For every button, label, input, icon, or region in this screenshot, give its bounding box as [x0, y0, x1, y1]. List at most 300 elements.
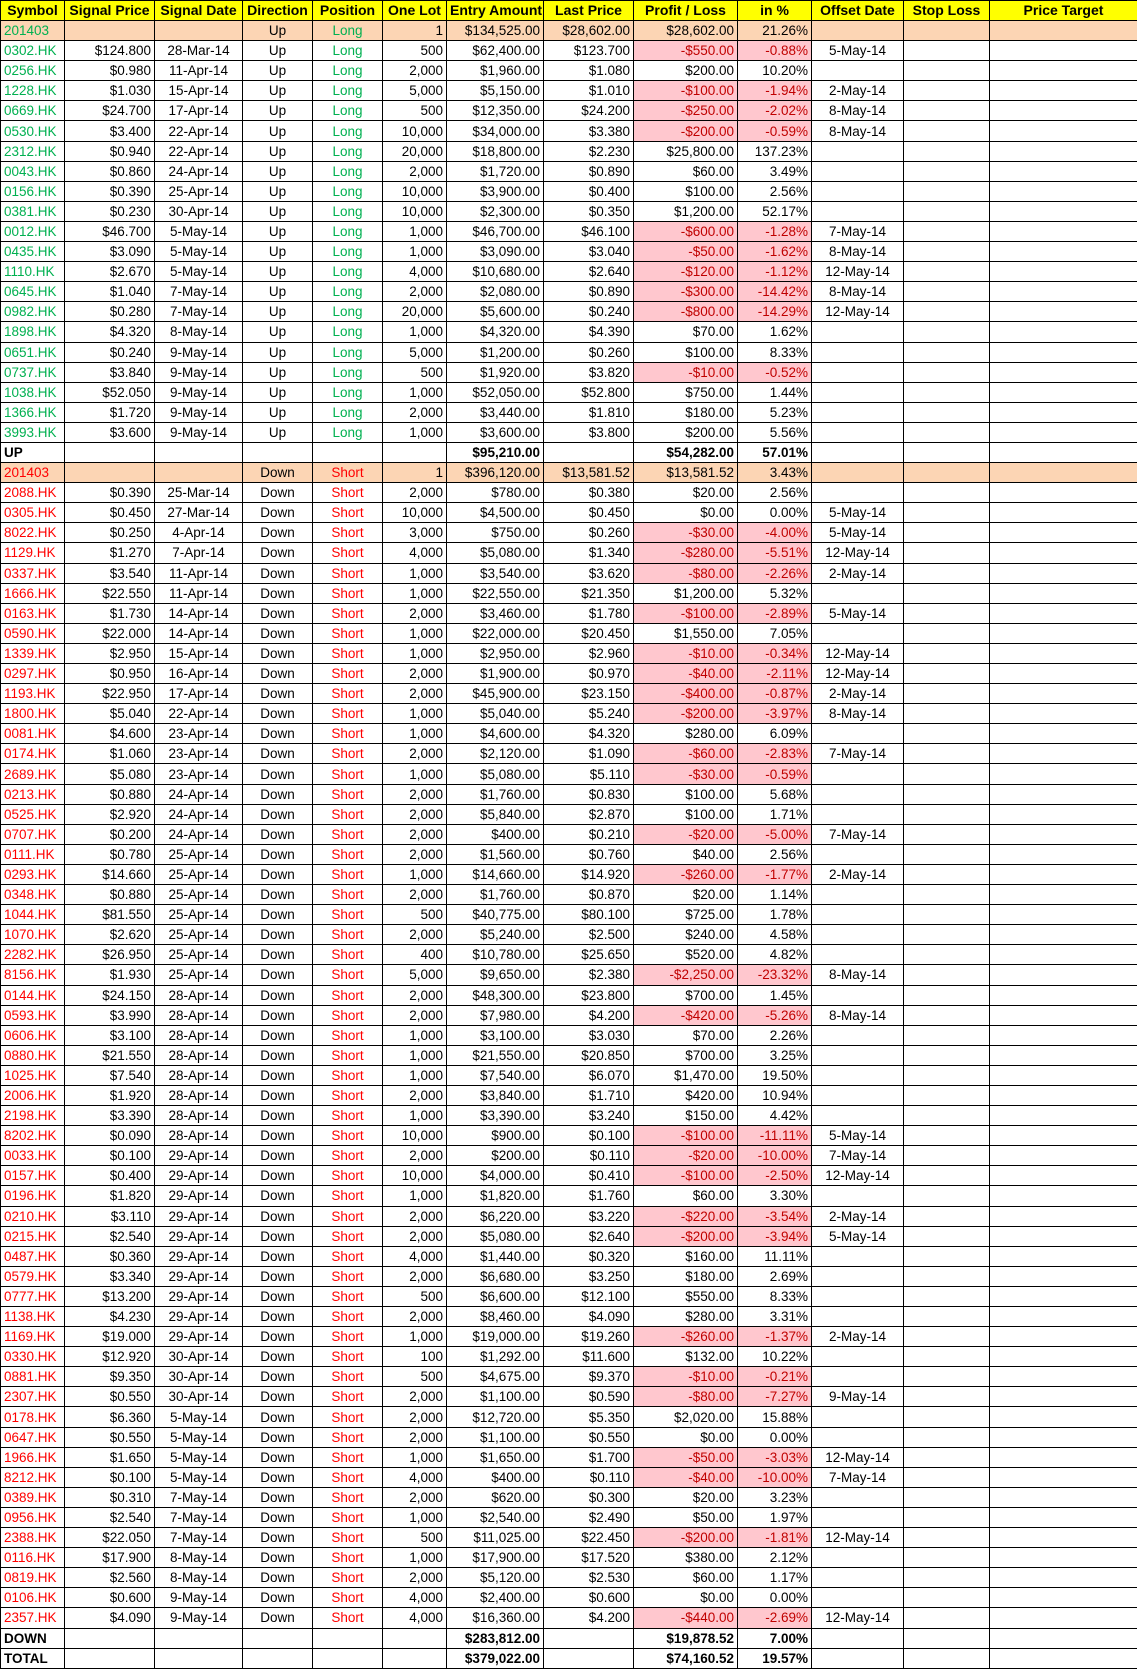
cell-signal-price[interactable]: $1.650 [65, 1447, 155, 1467]
cell-signal-date[interactable]: 25-Apr-14 [155, 965, 243, 985]
cell-signal-price[interactable]: $0.860 [65, 161, 155, 181]
cell-position[interactable]: Long [313, 201, 383, 221]
cell-one-lot[interactable]: 2,000 [383, 1407, 447, 1427]
cell-in-pct[interactable]: -5.00% [738, 824, 812, 844]
cell-direction[interactable]: Up [243, 161, 313, 181]
cell-signal-price[interactable]: $22.550 [65, 583, 155, 603]
cell-signal-price[interactable]: $2.950 [65, 643, 155, 663]
cell-signal-price[interactable]: $0.240 [65, 342, 155, 362]
cell-direction[interactable]: Down [243, 1548, 313, 1568]
cell-stop-loss[interactable] [904, 1347, 990, 1367]
cell-profit-loss[interactable]: $420.00 [634, 1085, 738, 1105]
cell-symbol[interactable]: 2006.HK [1, 1085, 65, 1105]
cell-offset-date[interactable]: 7-May-14 [812, 744, 904, 764]
cell-position[interactable]: Long [313, 262, 383, 282]
cell-symbol[interactable]: 0163.HK [1, 603, 65, 623]
cell-stop-loss[interactable] [904, 864, 990, 884]
cell-last-price[interactable]: $2.490 [544, 1507, 634, 1527]
cell-price-target[interactable] [990, 543, 1137, 563]
cell-in-pct[interactable]: -4.00% [738, 523, 812, 543]
cell-last-price[interactable]: $0.320 [544, 1246, 634, 1266]
cell-last-price[interactable]: $2.870 [544, 804, 634, 824]
cell-stop-loss[interactable] [904, 623, 990, 643]
cell-stop-loss[interactable] [904, 1226, 990, 1246]
cell-direction[interactable]: Down [243, 724, 313, 744]
summary-signal-date[interactable] [155, 21, 243, 41]
cell-signal-date[interactable]: 9-May-14 [155, 402, 243, 422]
cell-offset-date[interactable] [812, 201, 904, 221]
cell-position[interactable]: Short [313, 1407, 383, 1427]
table-row[interactable] [1, 101, 1137, 121]
cell-last-price[interactable]: $6.070 [544, 1065, 634, 1085]
cell-offset-date[interactable] [812, 1487, 904, 1507]
cell-one-lot[interactable]: 2,000 [383, 1568, 447, 1588]
cell-stop-loss[interactable] [904, 1487, 990, 1507]
cell-signal-date[interactable]: 25-Apr-14 [155, 925, 243, 945]
cell-symbol[interactable]: 2312.HK [1, 141, 65, 161]
cell-signal-date[interactable]: 22-Apr-14 [155, 121, 243, 141]
cell-signal-date[interactable]: 28-Mar-14 [155, 41, 243, 61]
cell-position[interactable]: Short [313, 1106, 383, 1126]
grand-total-profit-loss[interactable]: $74,160.52 [634, 1648, 738, 1668]
table-row[interactable] [1, 422, 1137, 442]
cell-in-pct[interactable]: 1.44% [738, 382, 812, 402]
cell-position[interactable]: Long [313, 402, 383, 422]
cell-stop-loss[interactable] [904, 1206, 990, 1226]
cell-symbol[interactable]: 0982.HK [1, 302, 65, 322]
cell-signal-price[interactable]: $0.450 [65, 503, 155, 523]
cell-entry-amount[interactable]: $4,500.00 [447, 503, 544, 523]
cell-direction[interactable]: Down [243, 844, 313, 864]
cell-in-pct[interactable]: 1.62% [738, 322, 812, 342]
table-row[interactable] [1, 563, 1137, 583]
cell-last-price[interactable]: $0.240 [544, 302, 634, 322]
cell-price-target[interactable] [990, 1146, 1137, 1166]
cell-signal-date[interactable]: 11-Apr-14 [155, 61, 243, 81]
cell-offset-date[interactable]: 8-May-14 [812, 282, 904, 302]
cell-direction[interactable]: Up [243, 201, 313, 221]
cell-one-lot[interactable]: 4,000 [383, 1588, 447, 1608]
cell-offset-date[interactable]: 12-May-14 [812, 1447, 904, 1467]
cell-entry-amount[interactable]: $12,720.00 [447, 1407, 544, 1427]
cell-last-price[interactable]: $4.390 [544, 322, 634, 342]
cell-price-target[interactable] [990, 221, 1137, 241]
cell-entry-amount[interactable]: $4,600.00 [447, 724, 544, 744]
cell-offset-date[interactable] [812, 1045, 904, 1065]
cell-last-price[interactable]: $9.370 [544, 1367, 634, 1387]
cell-symbol[interactable]: 0389.HK [1, 1487, 65, 1507]
cell-signal-date[interactable]: 25-Apr-14 [155, 885, 243, 905]
cell-profit-loss[interactable]: $160.00 [634, 1246, 738, 1266]
cell-stop-loss[interactable] [904, 221, 990, 241]
cell-in-pct[interactable]: -1.62% [738, 242, 812, 262]
cell-profit-loss[interactable]: $520.00 [634, 945, 738, 965]
cell-last-price[interactable]: $1.760 [544, 1186, 634, 1206]
cell-profit-loss[interactable]: -$50.00 [634, 1447, 738, 1467]
summary-stop-loss[interactable] [904, 463, 990, 483]
table-row[interactable] [1, 1608, 1137, 1628]
cell-price-target[interactable] [990, 563, 1137, 583]
cell-entry-amount[interactable]: $5,040.00 [447, 704, 544, 724]
cell-in-pct[interactable]: -11.11% [738, 1126, 812, 1146]
cell-entry-amount[interactable]: $40,775.00 [447, 905, 544, 925]
summary-direction[interactable]: Down [243, 463, 313, 483]
cell-price-target[interactable] [990, 1266, 1137, 1286]
cell-one-lot[interactable]: 1,000 [383, 583, 447, 603]
cell-in-pct[interactable]: 2.56% [738, 483, 812, 503]
cell-position[interactable]: Short [313, 1226, 383, 1246]
cell-symbol[interactable]: 1666.HK [1, 583, 65, 603]
cell-entry-amount[interactable]: $18,800.00 [447, 141, 544, 161]
cell-last-price[interactable]: $3.250 [544, 1266, 634, 1286]
cell-profit-loss[interactable]: -$250.00 [634, 101, 738, 121]
cell-position[interactable]: Short [313, 1568, 383, 1588]
cell-in-pct[interactable]: 1.14% [738, 885, 812, 905]
summary-entry-amount[interactable]: $134,525.00 [447, 21, 544, 41]
cell-price-target[interactable] [990, 81, 1137, 101]
cell-in-pct[interactable]: 3.23% [738, 1487, 812, 1507]
cell-profit-loss[interactable]: -$550.00 [634, 41, 738, 61]
cell-stop-loss[interactable] [904, 684, 990, 704]
cell-in-pct[interactable]: 7.05% [738, 623, 812, 643]
cell-symbol[interactable]: 0178.HK [1, 1407, 65, 1427]
cell-entry-amount[interactable]: $620.00 [447, 1487, 544, 1507]
cell-signal-date[interactable]: 29-Apr-14 [155, 1206, 243, 1226]
cell-price-target[interactable] [990, 764, 1137, 784]
cell-one-lot[interactable]: 2,000 [383, 483, 447, 503]
total-stop-loss[interactable] [904, 1628, 990, 1648]
cell-direction[interactable]: Up [243, 382, 313, 402]
cell-signal-price[interactable]: $3.540 [65, 563, 155, 583]
cell-stop-loss[interactable] [904, 262, 990, 282]
cell-offset-date[interactable] [812, 885, 904, 905]
cell-signal-price[interactable]: $1.060 [65, 744, 155, 764]
cell-direction[interactable]: Down [243, 744, 313, 764]
total-offset-date[interactable] [812, 1628, 904, 1648]
table-row[interactable] [1, 824, 1137, 844]
cell-one-lot[interactable]: 2,000 [383, 985, 447, 1005]
cell-stop-loss[interactable] [904, 1166, 990, 1186]
table-row[interactable] [1, 1507, 1137, 1527]
cell-one-lot[interactable]: 5,000 [383, 965, 447, 985]
summary-in-pct[interactable]: 3.43% [738, 463, 812, 483]
cell-direction[interactable]: Down [243, 483, 313, 503]
cell-one-lot[interactable]: 4,000 [383, 1467, 447, 1487]
table-row[interactable] [1, 121, 1137, 141]
cell-position[interactable]: Long [313, 362, 383, 382]
cell-signal-price[interactable]: $21.550 [65, 1045, 155, 1065]
cell-in-pct[interactable]: 0.00% [738, 1427, 812, 1447]
table-row[interactable] [1, 1166, 1137, 1186]
cell-stop-loss[interactable] [904, 824, 990, 844]
cell-in-pct[interactable]: -2.26% [738, 563, 812, 583]
cell-stop-loss[interactable] [904, 1126, 990, 1146]
cell-direction[interactable]: Down [243, 1347, 313, 1367]
cell-one-lot[interactable]: 2,000 [383, 61, 447, 81]
cell-one-lot[interactable]: 500 [383, 362, 447, 382]
cell-profit-loss[interactable]: $750.00 [634, 382, 738, 402]
cell-signal-date[interactable]: 11-Apr-14 [155, 563, 243, 583]
cell-profit-loss[interactable]: $100.00 [634, 342, 738, 362]
cell-in-pct[interactable]: 2.69% [738, 1266, 812, 1286]
table-row[interactable] [1, 784, 1137, 804]
cell-position[interactable]: Short [313, 1447, 383, 1467]
cell-signal-date[interactable]: 25-Mar-14 [155, 483, 243, 503]
cell-offset-date[interactable]: 12-May-14 [812, 1528, 904, 1548]
cell-profit-loss[interactable]: $200.00 [634, 61, 738, 81]
cell-profit-loss[interactable]: $240.00 [634, 925, 738, 945]
grand-total-offset-date[interactable] [812, 1648, 904, 1668]
cell-direction[interactable]: Down [243, 804, 313, 824]
cell-price-target[interactable] [990, 1226, 1137, 1246]
table-row[interactable] [1, 1467, 1137, 1487]
cell-profit-loss[interactable]: -$100.00 [634, 1166, 738, 1186]
cell-stop-loss[interactable] [904, 41, 990, 61]
summary-last-price[interactable]: $28,602.00 [544, 21, 634, 41]
cell-in-pct[interactable]: 3.25% [738, 1045, 812, 1065]
cell-last-price[interactable]: $0.600 [544, 1588, 634, 1608]
cell-signal-date[interactable]: 23-Apr-14 [155, 744, 243, 764]
cell-in-pct[interactable]: 6.09% [738, 724, 812, 744]
cell-entry-amount[interactable]: $22,550.00 [447, 583, 544, 603]
cell-symbol[interactable]: 0081.HK [1, 724, 65, 744]
total-profit-loss[interactable]: $54,282.00 [634, 442, 738, 462]
total-one-lot[interactable] [383, 1628, 447, 1648]
table-row[interactable] [1, 1528, 1137, 1548]
cell-symbol[interactable]: 2388.HK [1, 1528, 65, 1548]
cell-signal-price[interactable]: $124.800 [65, 41, 155, 61]
cell-position[interactable]: Short [313, 1186, 383, 1206]
cell-offset-date[interactable] [812, 1025, 904, 1045]
cell-signal-price[interactable]: $24.700 [65, 101, 155, 121]
cell-price-target[interactable] [990, 1407, 1137, 1427]
cell-symbol[interactable]: 1966.HK [1, 1447, 65, 1467]
cell-stop-loss[interactable] [904, 1186, 990, 1206]
cell-signal-price[interactable]: $0.100 [65, 1467, 155, 1487]
table-row[interactable] [1, 402, 1137, 422]
cell-in-pct[interactable]: -1.94% [738, 81, 812, 101]
cell-signal-date[interactable]: 25-Apr-14 [155, 844, 243, 864]
cell-position[interactable]: Short [313, 1085, 383, 1105]
cell-position[interactable]: Short [313, 583, 383, 603]
cell-direction[interactable]: Down [243, 1507, 313, 1527]
cell-entry-amount[interactable]: $9,650.00 [447, 965, 544, 985]
cell-price-target[interactable] [990, 262, 1137, 282]
cell-last-price[interactable]: $0.350 [544, 201, 634, 221]
cell-price-target[interactable] [990, 844, 1137, 864]
cell-signal-price[interactable]: $0.400 [65, 1166, 155, 1186]
cell-one-lot[interactable]: 1,000 [383, 1065, 447, 1085]
header-signal-price[interactable]: Signal Price [65, 1, 155, 21]
summary-position[interactable]: Long [313, 21, 383, 41]
cell-offset-date[interactable] [812, 181, 904, 201]
summary-one-lot[interactable]: 1 [383, 463, 447, 483]
summary-profit-loss[interactable]: $13,581.52 [634, 463, 738, 483]
cell-direction[interactable]: Down [243, 1186, 313, 1206]
cell-direction[interactable]: Down [243, 523, 313, 543]
summary-stop-loss[interactable] [904, 21, 990, 41]
cell-direction[interactable]: Down [243, 764, 313, 784]
cell-position[interactable]: Short [313, 1166, 383, 1186]
header-offset-date[interactable]: Offset Date [812, 1, 904, 21]
cell-price-target[interactable] [990, 1528, 1137, 1548]
cell-signal-price[interactable]: $0.100 [65, 1146, 155, 1166]
table-row[interactable] [1, 141, 1137, 161]
cell-entry-amount[interactable]: $5,080.00 [447, 543, 544, 563]
cell-offset-date[interactable]: 8-May-14 [812, 965, 904, 985]
cell-last-price[interactable]: $1.810 [544, 402, 634, 422]
cell-direction[interactable]: Down [243, 1427, 313, 1447]
cell-position[interactable]: Long [313, 121, 383, 141]
cell-profit-loss[interactable]: $1,200.00 [634, 201, 738, 221]
cell-direction[interactable]: Up [243, 181, 313, 201]
cell-profit-loss[interactable]: $280.00 [634, 1307, 738, 1327]
cell-one-lot[interactable]: 1,000 [383, 1106, 447, 1126]
cell-symbol[interactable]: 1044.HK [1, 905, 65, 925]
cell-stop-loss[interactable] [904, 382, 990, 402]
cell-price-target[interactable] [990, 684, 1137, 704]
cell-price-target[interactable] [990, 1507, 1137, 1527]
cell-offset-date[interactable] [812, 382, 904, 402]
cell-position[interactable]: Short [313, 1608, 383, 1628]
cell-entry-amount[interactable]: $1,292.00 [447, 1347, 544, 1367]
cell-stop-loss[interactable] [904, 784, 990, 804]
cell-symbol[interactable]: 1169.HK [1, 1327, 65, 1347]
cell-symbol[interactable]: 1038.HK [1, 382, 65, 402]
cell-signal-date[interactable]: 7-May-14 [155, 1487, 243, 1507]
cell-symbol[interactable]: 8156.HK [1, 965, 65, 985]
cell-direction[interactable]: Down [243, 864, 313, 884]
cell-price-target[interactable] [990, 1025, 1137, 1045]
cell-symbol[interactable]: 0525.HK [1, 804, 65, 824]
cell-entry-amount[interactable]: $400.00 [447, 1467, 544, 1487]
cell-position[interactable]: Short [313, 1146, 383, 1166]
cell-position[interactable]: Short [313, 804, 383, 824]
cell-last-price[interactable]: $0.830 [544, 784, 634, 804]
cell-symbol[interactable]: 1193.HK [1, 684, 65, 704]
cell-entry-amount[interactable]: $7,540.00 [447, 1065, 544, 1085]
table-row[interactable] [1, 664, 1137, 684]
cell-signal-price[interactable]: $1.030 [65, 81, 155, 101]
cell-position[interactable]: Short [313, 1266, 383, 1286]
cell-symbol[interactable]: 0881.HK [1, 1367, 65, 1387]
cell-in-pct[interactable]: 2.56% [738, 181, 812, 201]
cell-profit-loss[interactable]: -$260.00 [634, 1327, 738, 1347]
cell-signal-date[interactable]: 22-Apr-14 [155, 704, 243, 724]
cell-price-target[interactable] [990, 181, 1137, 201]
cell-signal-price[interactable]: $3.600 [65, 422, 155, 442]
cell-offset-date[interactable]: 7-May-14 [812, 221, 904, 241]
cell-profit-loss[interactable]: $100.00 [634, 181, 738, 201]
cell-stop-loss[interactable] [904, 704, 990, 724]
cell-offset-date[interactable]: 2-May-14 [812, 1206, 904, 1226]
cell-position[interactable]: Short [313, 724, 383, 744]
table-row[interactable] [1, 41, 1137, 61]
cell-symbol[interactable]: 0669.HK [1, 101, 65, 121]
table-row[interactable] [1, 643, 1137, 663]
table-row[interactable] [1, 1427, 1137, 1447]
cell-profit-loss[interactable]: $700.00 [634, 985, 738, 1005]
cell-profit-loss[interactable]: -$20.00 [634, 824, 738, 844]
cell-offset-date[interactable]: 8-May-14 [812, 1005, 904, 1025]
cell-stop-loss[interactable] [904, 664, 990, 684]
cell-symbol[interactable]: 0530.HK [1, 121, 65, 141]
cell-profit-loss[interactable]: -$300.00 [634, 282, 738, 302]
cell-entry-amount[interactable]: $10,680.00 [447, 262, 544, 282]
cell-direction[interactable]: Down [243, 1246, 313, 1266]
cell-symbol[interactable]: 1129.HK [1, 543, 65, 563]
cell-price-target[interactable] [990, 121, 1137, 141]
cell-signal-date[interactable]: 8-May-14 [155, 322, 243, 342]
cell-last-price[interactable]: $23.150 [544, 684, 634, 704]
cell-entry-amount[interactable]: $5,080.00 [447, 1226, 544, 1246]
grand-total-position[interactable] [313, 1648, 383, 1668]
cell-price-target[interactable] [990, 1427, 1137, 1447]
cell-offset-date[interactable] [812, 322, 904, 342]
cell-last-price[interactable]: $0.400 [544, 181, 634, 201]
cell-signal-price[interactable]: $2.540 [65, 1507, 155, 1527]
cell-position[interactable]: Short [313, 1126, 383, 1146]
cell-last-price[interactable]: $0.260 [544, 342, 634, 362]
cell-stop-loss[interactable] [904, 242, 990, 262]
cell-signal-price[interactable]: $0.950 [65, 664, 155, 684]
cell-stop-loss[interactable] [904, 81, 990, 101]
cell-signal-price[interactable]: $12.920 [65, 1347, 155, 1367]
cell-entry-amount[interactable]: $7,980.00 [447, 1005, 544, 1025]
cell-stop-loss[interactable] [904, 61, 990, 81]
cell-offset-date[interactable] [812, 925, 904, 945]
table-row[interactable] [1, 543, 1137, 563]
cell-signal-date[interactable]: 25-Apr-14 [155, 905, 243, 925]
cell-signal-date[interactable]: 9-May-14 [155, 1608, 243, 1628]
cell-direction[interactable]: Down [243, 704, 313, 724]
cell-position[interactable]: Long [313, 422, 383, 442]
cell-stop-loss[interactable] [904, 1528, 990, 1548]
header-last-price[interactable]: Last Price [544, 1, 634, 21]
cell-stop-loss[interactable] [904, 643, 990, 663]
table-row[interactable] [1, 503, 1137, 523]
cell-one-lot[interactable]: 400 [383, 945, 447, 965]
cell-symbol[interactable]: 1110.HK [1, 262, 65, 282]
cell-entry-amount[interactable]: $48,300.00 [447, 985, 544, 1005]
cell-signal-price[interactable]: $13.200 [65, 1286, 155, 1306]
table-row[interactable] [1, 1307, 1137, 1327]
cell-position[interactable]: Short [313, 483, 383, 503]
grand-total-signal-date[interactable] [155, 1648, 243, 1668]
cell-stop-loss[interactable] [904, 844, 990, 864]
cell-entry-amount[interactable]: $3,100.00 [447, 1025, 544, 1045]
cell-offset-date[interactable] [812, 724, 904, 744]
cell-direction[interactable]: Down [243, 664, 313, 684]
cell-offset-date[interactable] [812, 1266, 904, 1286]
cell-signal-price[interactable]: $7.540 [65, 1065, 155, 1085]
cell-offset-date[interactable] [812, 161, 904, 181]
cell-entry-amount[interactable]: $6,680.00 [447, 1266, 544, 1286]
cell-offset-date[interactable]: 5-May-14 [812, 603, 904, 623]
cell-position[interactable]: Short [313, 603, 383, 623]
cell-in-pct[interactable]: -0.59% [738, 121, 812, 141]
cell-last-price[interactable]: $2.380 [544, 965, 634, 985]
cell-stop-loss[interactable] [904, 1447, 990, 1467]
cell-in-pct[interactable]: -2.83% [738, 744, 812, 764]
cell-profit-loss[interactable]: -$100.00 [634, 1126, 738, 1146]
cell-price-target[interactable] [990, 282, 1137, 302]
cell-direction[interactable]: Down [243, 1387, 313, 1407]
cell-direction[interactable]: Down [243, 1266, 313, 1286]
cell-in-pct[interactable]: -3.03% [738, 1447, 812, 1467]
cell-stop-loss[interactable] [904, 362, 990, 382]
cell-profit-loss[interactable]: $20.00 [634, 885, 738, 905]
